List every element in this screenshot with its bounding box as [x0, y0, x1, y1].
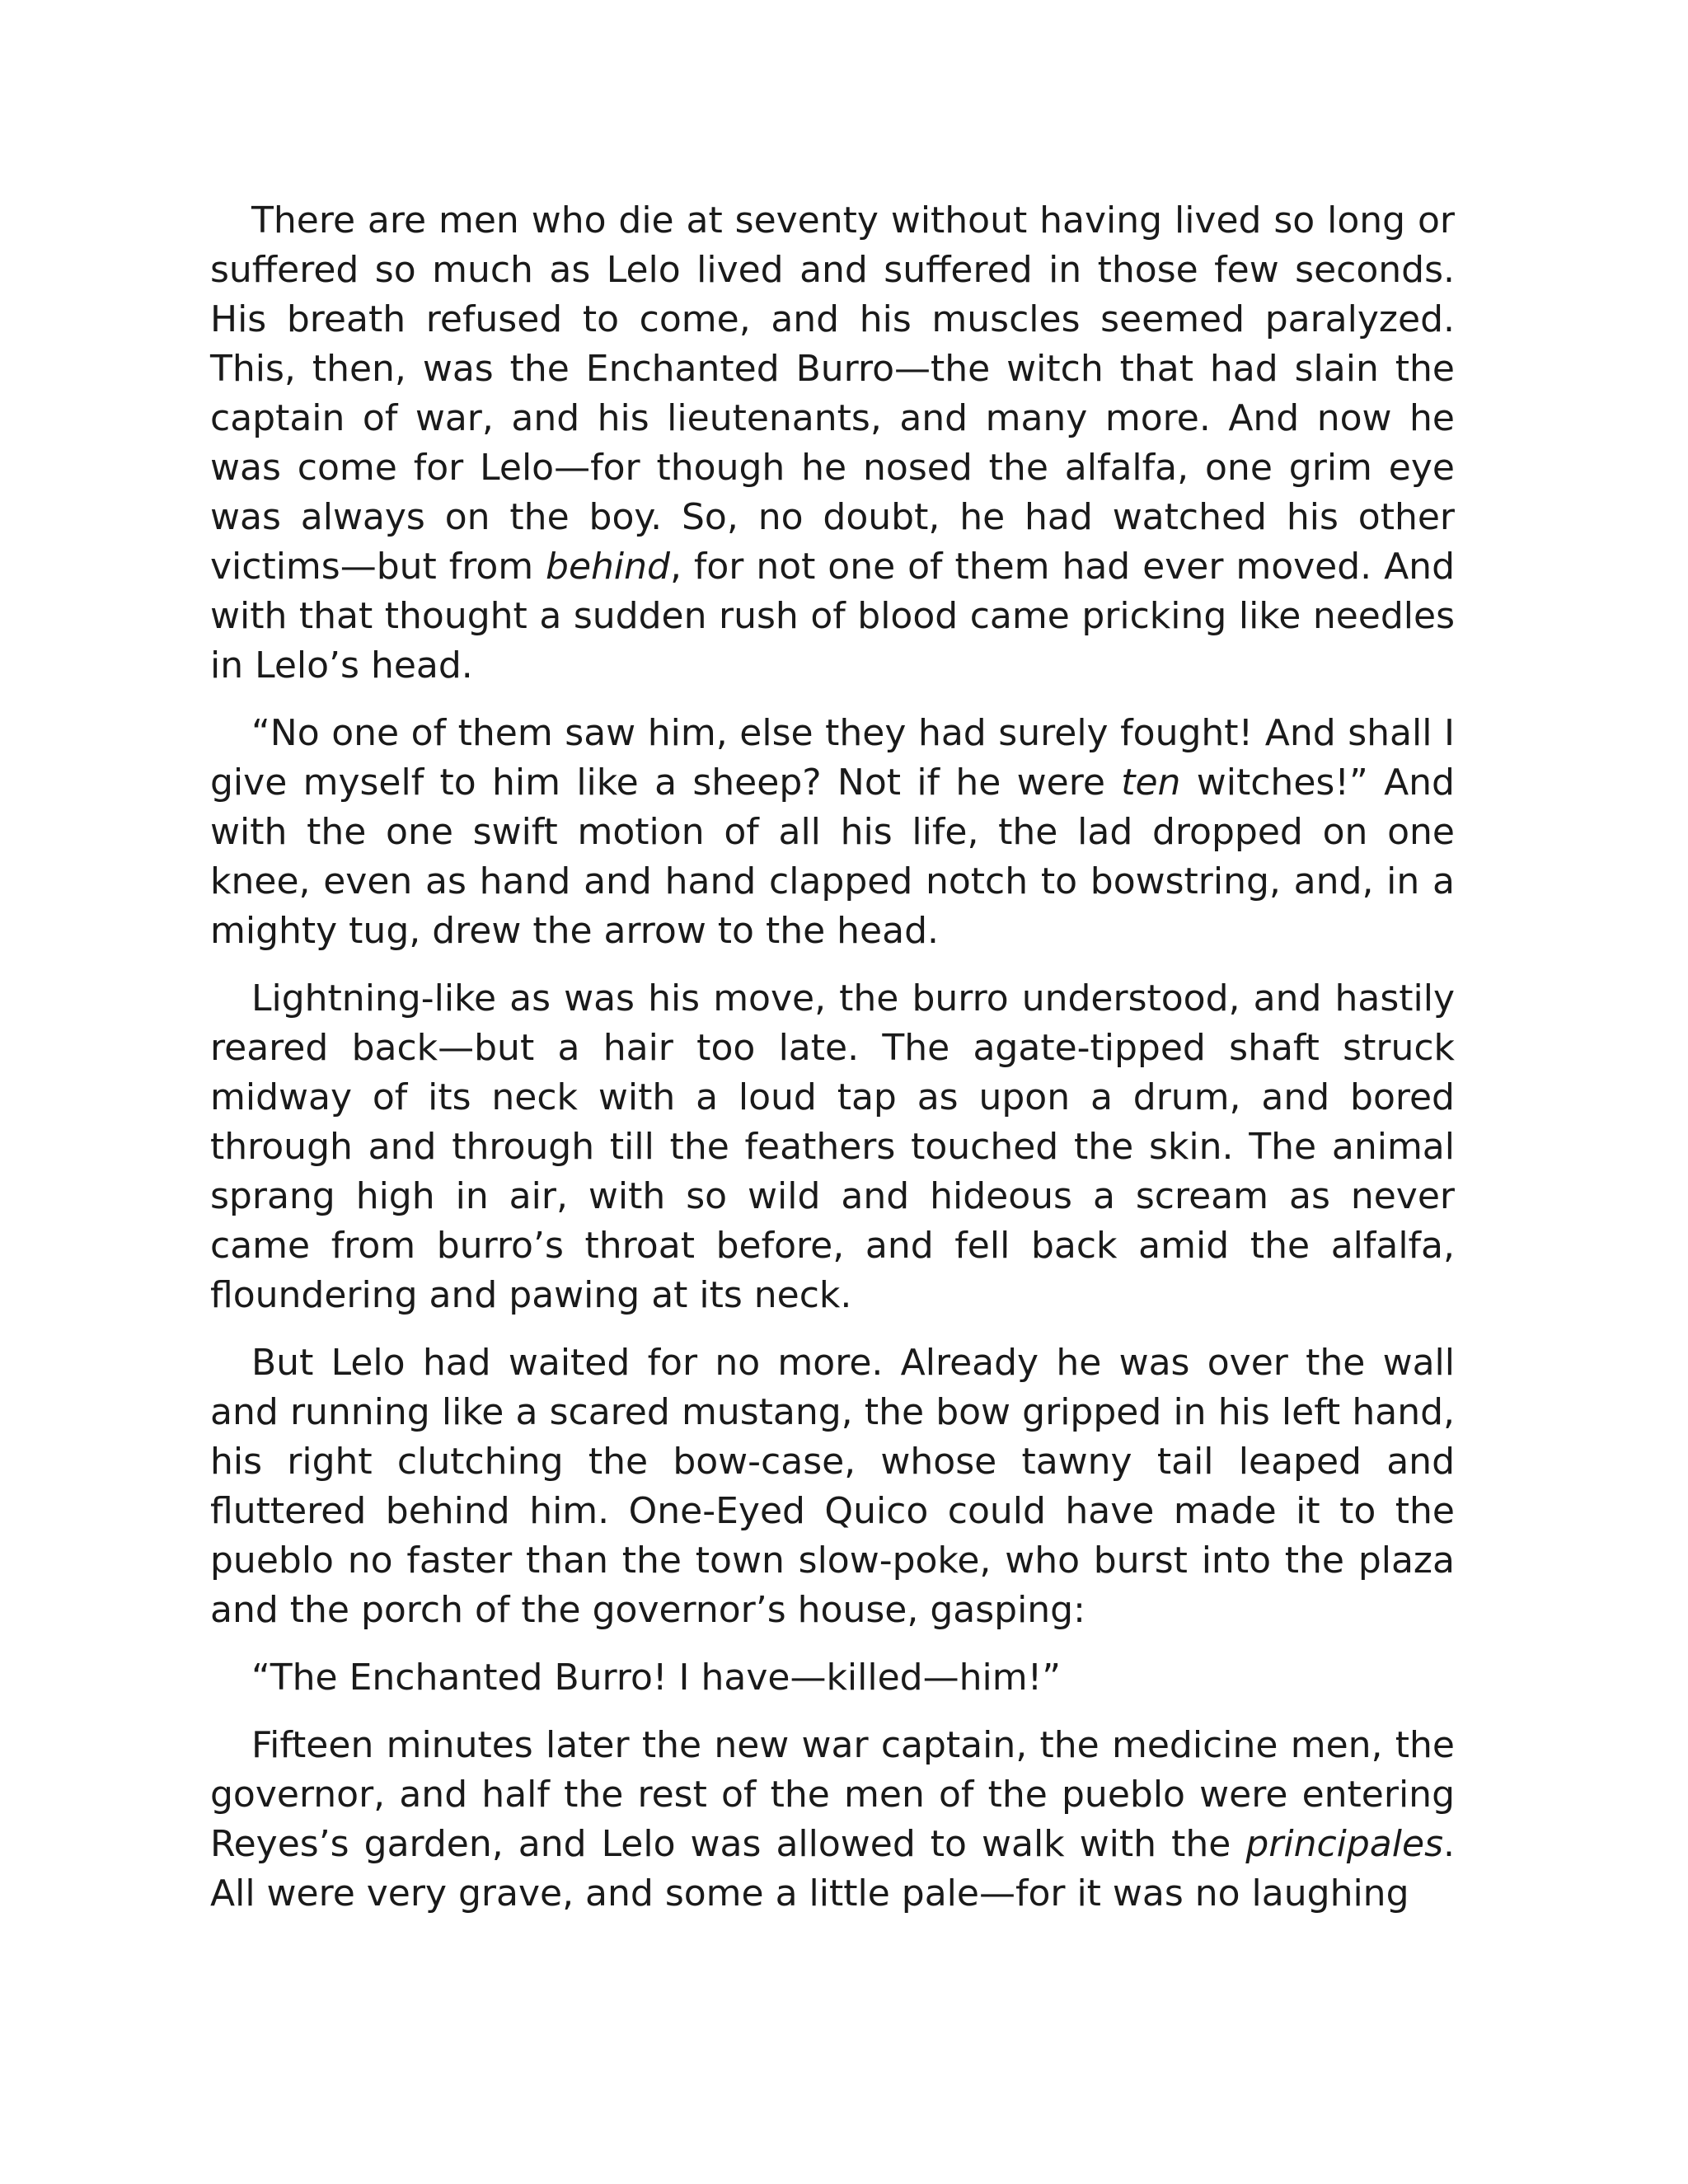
paragraph-5	[210, 1653, 1455, 1703]
paragraph-text: “No one of them saw him, else they had surely fought! And shall I give myself to him like a sheep? Not if he were	[210, 712, 1455, 804]
paragraph-4	[210, 1338, 1455, 1635]
paragraph-2	[210, 709, 1455, 956]
italic-word: ten	[1121, 762, 1181, 804]
paragraph-text: , for not one of them had ever moved. And with that thought a sudden rush of blood came pricking like needles in Lelo’s head.	[210, 546, 1455, 687]
paragraph-3	[210, 974, 1455, 1320]
paragraph-text: But Lelo had waited for no more. Already he was over the wall and running like a scared mustang, the bow gripped in his left hand, his right clutching the bow-case, whose tawny tail leaped and fluttered behind him. One-Eyed Quico could have made it to the pueblo no faster than the town slow-poke, who burst into the plaza and the porch of the governor’s house, gasping:	[210, 1342, 1455, 1631]
paragraph-6	[210, 1721, 1455, 1919]
paragraph-text: Lightning-like as was his move, the burro understood, and hastily reared back—but a hair too late. The agate-tipped shaft struck midway of its neck with a loud tap as upon a drum, and bored through and through till the feathers touched the skin. The animal sprang high in air, with so wild and hideous a scream as never came from burro’s throat before, and fell back amid the alfalfa, floundering and pawing at its neck.	[210, 977, 1455, 1316]
paragraph-text: There are men who die at seventy without having lived so long or suffered so much as Lelo lived and suffered in those few seconds. His breath refused to come, and his muscles seemed paralyzed. This, then, was the Enchanted Burro—the witch that had slain the captain of war, and his lieutenants, and many more. And now he was come for Lelo—for though he nosed the alfalfa, one grim eye was always on the boy. So, no doubt, he had watched his other victims—but from	[210, 199, 1455, 588]
paragraph-text: . All were very grave, and some a little pale—for it was no laughing	[210, 1823, 1455, 1915]
paragraph-text: Fifteen minutes later the new war captain, the medicine men, the governor, and half the rest of the men of the pueblo were entering Reyes’s garden, and Lelo was allowed to walk with the	[210, 1724, 1455, 1865]
paragraph-1	[210, 196, 1455, 691]
paragraph-text: witches!” And with the one swift motion of all his life, the lad dropped on one knee, even as hand and hand clapped notch to bowstring, and, in a mighty tug, drew the arrow to the head.	[210, 762, 1455, 952]
body-text	[210, 196, 1455, 1919]
dialogue-line: “The Enchanted Burro! I have—killed—him!”	[251, 1657, 1062, 1699]
italic-word: principales	[1245, 1823, 1443, 1865]
italic-word: behind	[546, 546, 670, 588]
